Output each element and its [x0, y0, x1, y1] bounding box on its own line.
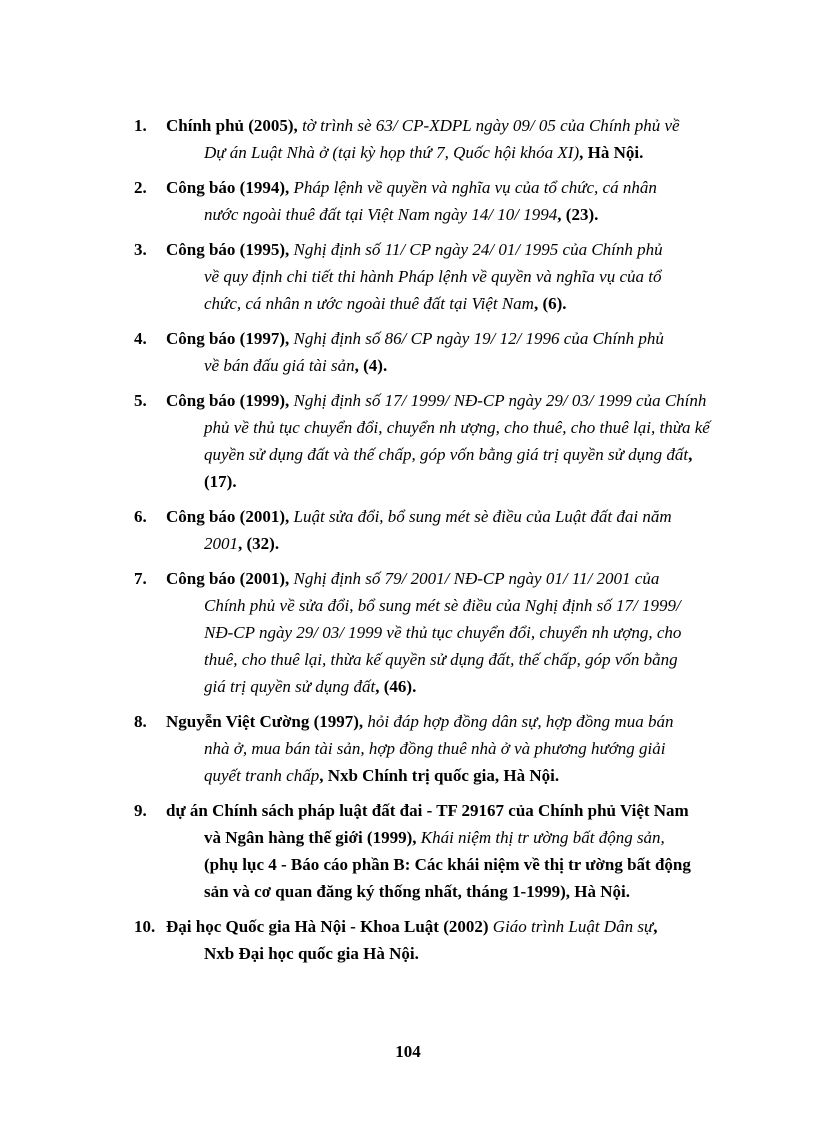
reference-author-segment: , (32).	[238, 534, 280, 553]
reference-line	[166, 352, 740, 379]
reference-number: 6.	[134, 507, 147, 526]
reference-title-segment: thuê, cho thuê lại, thừa kế quyền sử dụng đất, thế chấp, góp vốn bằng	[204, 650, 678, 669]
reference-title-segment: Luật sửa đổi, bổ sung mét sè điều của Luật đất đai năm	[293, 507, 672, 526]
reference-line	[166, 762, 740, 789]
reference-author-segment: , (23).	[557, 205, 599, 224]
reference-line	[166, 619, 740, 646]
reference-author-segment: Công báo (2001),	[166, 507, 294, 526]
reference-line	[166, 325, 740, 352]
reference-number: 3.	[134, 240, 147, 259]
reference-line	[166, 468, 740, 495]
reference-list	[134, 112, 740, 975]
reference-author-segment: Nxb Đại học quốc gia Hà Nội.	[204, 944, 419, 963]
reference-author-segment: , (46).	[375, 677, 417, 696]
reference-line	[166, 201, 740, 228]
reference-title-segment: Nghị định số 79/ 2001/ NĐ-CP ngày 01/ 11/ 2001 của	[293, 569, 660, 588]
reference-item	[134, 387, 740, 495]
reference-line	[166, 503, 740, 530]
reference-title-segment: Pháp lệnh về quyền và nghĩa vụ của tổ chức, cá nhân	[293, 178, 657, 197]
reference-line	[166, 851, 740, 878]
reference-title-segment: Chính phủ về sửa đổi, bổ sung mét sè điều của Nghị định số 17/ 1999/	[204, 596, 681, 615]
reference-line	[166, 530, 740, 557]
reference-number: 5.	[134, 391, 147, 410]
reference-title-segment: Giáo trình Luật Dân sự	[492, 917, 654, 936]
reference-title-segment: phủ về thủ tục chuyển đổi, chuyển nh ượng, cho thuê, cho thuê lại, thừa kế	[204, 418, 710, 437]
reference-title-segment: Khái niệm thị tr ường bất động sản,	[420, 828, 665, 847]
reference-item	[134, 565, 740, 700]
reference-title-segment: Nghị định số 17/ 1999/ NĐ-CP ngày 29/ 03/ 1999 của Chính	[293, 391, 707, 410]
reference-text	[166, 913, 740, 967]
reference-title-segment: Dự án Luật Nhà ở (tại kỳ họp thứ 7, Quốc hội khóa XI)	[204, 143, 580, 162]
reference-text	[166, 387, 740, 495]
reference-number: 9.	[134, 801, 147, 820]
reference-line	[166, 414, 740, 441]
reference-text	[166, 236, 740, 317]
reference-author-segment: (17).	[204, 472, 237, 491]
reference-title-segment: nhà ở, mua bán tài sản, hợp đồng thuê nhà ở và phương hướng giải	[204, 739, 666, 758]
reference-line	[166, 913, 740, 940]
reference-title-segment: giá trị quyền sử dụng đất	[204, 677, 376, 696]
reference-number: 7.	[134, 569, 147, 588]
reference-author-segment: Công báo (1994),	[166, 178, 294, 197]
reference-line	[166, 174, 740, 201]
reference-line	[166, 290, 740, 317]
reference-author-segment: Công báo (1997),	[166, 329, 294, 348]
reference-author-segment: Đại học Quốc gia Hà Nội - Khoa Luật (2002)	[166, 917, 493, 936]
reference-author-segment: Nguyễn Việt Cường (1997),	[166, 712, 368, 731]
reference-number: 1.	[134, 116, 147, 135]
reference-line	[166, 236, 740, 263]
reference-title-segment: về bán đấu giá tài sản	[204, 356, 355, 375]
reference-item	[134, 112, 740, 166]
reference-author-segment: ,	[688, 445, 693, 464]
reference-author-segment: , (6).	[533, 294, 567, 313]
reference-line	[166, 735, 740, 762]
reference-author-segment: Công báo (2001),	[166, 569, 294, 588]
reference-title-segment: về quy định chi tiết thi hành Pháp lệnh về quyền và nghĩa vụ của tổ	[204, 267, 662, 286]
reference-line	[166, 797, 740, 824]
reference-text	[166, 565, 740, 700]
reference-author-segment: sản và cơ quan đăng ký thống nhất, tháng 1-1999), Hà Nội.	[204, 882, 631, 901]
reference-line	[166, 940, 740, 967]
reference-title-segment: chức, cá nhân n ước ngoài thuê đất tại Việt Nam	[204, 294, 534, 313]
reference-text	[166, 708, 740, 789]
reference-item	[134, 236, 740, 317]
reference-author-segment: (phụ lục 4 - Báo cáo phần B: Các khái niệm về thị tr ường bất động	[204, 855, 691, 874]
reference-title-segment: nước ngoài thuê đất tại Việt Nam ngày 14/ 10/ 1994	[204, 205, 558, 224]
reference-text	[166, 797, 740, 905]
reference-item	[134, 174, 740, 228]
reference-author-segment: Công báo (1999),	[166, 391, 294, 410]
reference-number: 10.	[134, 917, 156, 936]
reference-text	[166, 503, 740, 557]
reference-author-segment: ,	[653, 917, 658, 936]
reference-author-segment: , Hà Nội.	[579, 143, 644, 162]
reference-line	[166, 441, 740, 468]
reference-line	[166, 387, 740, 414]
reference-item	[134, 913, 740, 967]
reference-item	[134, 503, 740, 557]
reference-number: 2.	[134, 178, 147, 197]
reference-line	[166, 112, 740, 139]
reference-item	[134, 797, 740, 905]
reference-text	[166, 325, 740, 379]
reference-item	[134, 325, 740, 379]
reference-line	[166, 263, 740, 290]
reference-author-segment: , Nxb Chính trị quốc gia, Hà Nội.	[319, 766, 560, 785]
reference-line	[166, 673, 740, 700]
reference-author-segment: dự án Chính sách pháp luật đất đai - TF 29167 của Chính phủ Việt Nam	[166, 801, 689, 820]
reference-author-segment: Công báo (1995),	[166, 240, 294, 259]
reference-line	[166, 139, 740, 166]
reference-line	[166, 708, 740, 735]
reference-author-segment: , (4).	[354, 356, 388, 375]
reference-number: 4.	[134, 329, 147, 348]
reference-title-segment: 2001	[204, 534, 238, 553]
reference-title-segment: Nghị định số 11/ CP ngày 24/ 01/ 1995 của Chính phủ	[293, 240, 663, 259]
reference-line	[166, 565, 740, 592]
reference-line	[166, 592, 740, 619]
reference-title-segment: Nghị định số 86/ CP ngày 19/ 12/ 1996 của Chính phủ	[293, 329, 664, 348]
reference-text	[166, 112, 740, 166]
reference-author-segment: và Ngân hàng thế giới (1999),	[204, 828, 421, 847]
reference-text	[166, 174, 740, 228]
reference-title-segment: tờ trình sè 63/ CP-XDPL ngày 09/ 05 của Chính phủ về	[302, 116, 680, 135]
reference-line	[166, 646, 740, 673]
reference-number: 8.	[134, 712, 147, 731]
reference-title-segment: quyết tranh chấp	[204, 766, 320, 785]
reference-item	[134, 708, 740, 789]
reference-line	[166, 824, 740, 851]
page-number: 104	[395, 1042, 421, 1061]
reference-title-segment: quyền sử dụng đất và thế chấp, góp vốn bằng giá trị quyền sử dụng đất	[204, 445, 689, 464]
reference-line	[166, 878, 740, 905]
reference-author-segment: Chính phủ (2005),	[166, 116, 303, 135]
reference-title-segment: hỏi đáp hợp đồng dân sự, hợp đồng mua bán	[367, 712, 674, 731]
reference-title-segment: NĐ-CP ngày 29/ 03/ 1999 về thủ tục chuyển đổi, chuyển nh ượng, cho	[204, 623, 682, 642]
